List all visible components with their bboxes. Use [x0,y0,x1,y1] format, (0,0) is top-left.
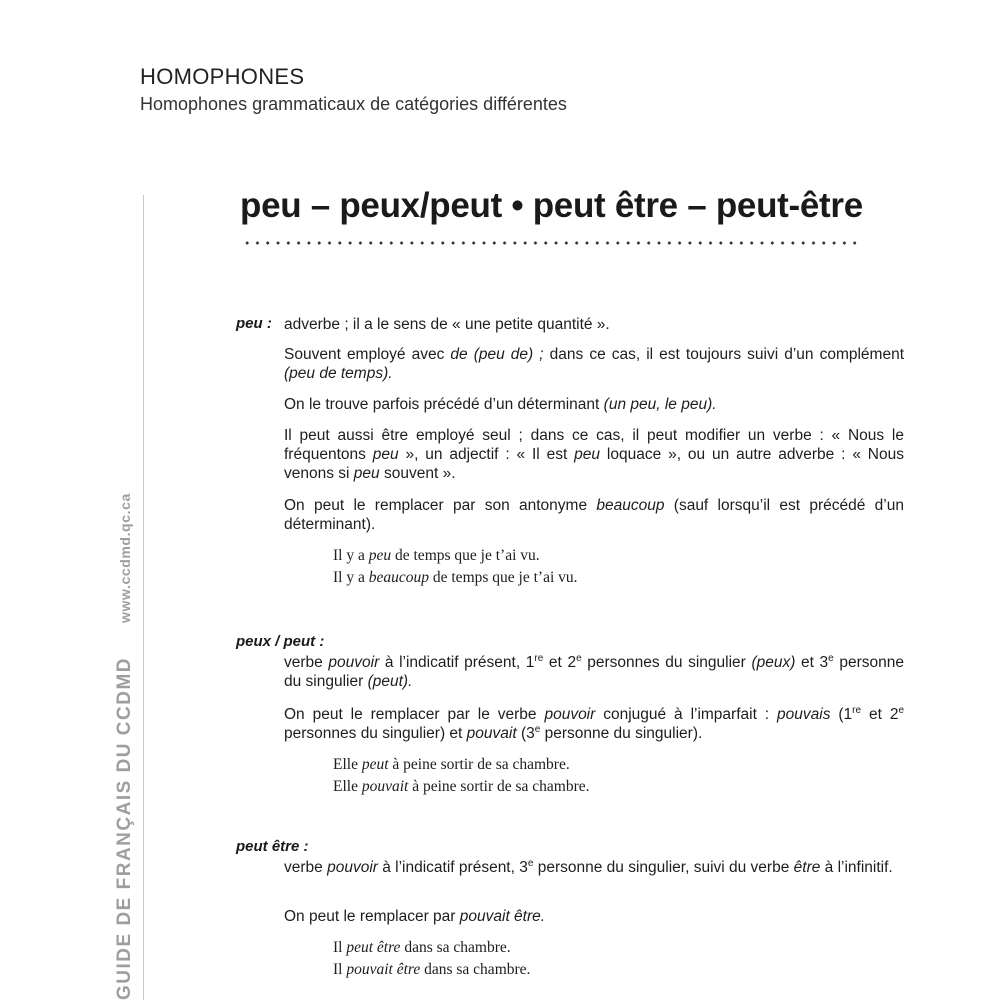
term-peut-etre: peut être : [236,838,309,855]
peu-determinant: On le trouve parfois précédé d’un déterminant (un peu, le peu). [284,396,717,413]
side-banner-title: GUIDE DE FRANÇAIS DU CCDMD [114,657,135,1000]
peu-seul: Il peut aussi être employé seul ; dans ce cas, il peut modifier un verbe : « Nous le fréquentons peu », un adjectif : « Il est peu loquace », ou un autre adverbe : « Nous venons si peu souvent ». [284,427,904,482]
peux-remplacement: On peut le remplacer par le verbe pouvoir conjugué à l’imparfait : pouvais (1re et 2e personnes du singulier) et pouvait (3e personne du singulier). [284,705,905,742]
peutetre-examples [333,937,530,981]
peu-usage-de: Souvent employé avec de (peu de) ; dans ce cas, il est toujours suivi d’un complément (peu de temps). [284,346,904,382]
example-line: Il peut être dans sa chambre. [333,939,511,956]
peu-remplacement: On peut le remplacer par son antonyme beaucoup (sauf lorsqu’il est précédé d’un déterminant). [284,497,904,533]
example-line: Il pouvait être dans sa chambre. [333,961,531,978]
peu-definition: adverbe ; il a le sens de « une petite quantité ». [284,316,610,333]
title-dotted-rule [242,240,858,246]
side-rule [143,195,144,1000]
peux-definition: verbe pouvoir à l’indicatif présent, 1re et 2e personnes du singulier (peux) et 3e personne du singulier (peut). [284,653,904,690]
peu-examples [333,545,578,589]
term-peu: peu : [236,315,272,332]
peutetre-remplacement: On peut le remplacer par pouvait être. [284,908,546,925]
peux-examples [333,754,590,798]
example-line: Il y a beaucoup de temps que je t’ai vu. [333,569,578,586]
header-subtitle: Homophones grammaticaux de catégories différentes [140,94,567,114]
header-title: HOMOPHONES [140,64,305,89]
side-banner [114,493,136,1000]
term-peux-peut: peux / peut : [236,633,325,650]
page-title: peu – peux/peut • peut être – peut-être [240,186,863,225]
example-line: Il y a peu de temps que je t’ai vu. [333,547,540,564]
side-banner-url: www.ccdmd.qc.ca [117,493,133,623]
example-line: Elle pouvait à peine sortir de sa chambre. [333,778,590,795]
peutetre-definition: verbe pouvoir à l’indicatif présent, 3e personne du singulier, suivi du verbe être à l’infinitif. [284,858,893,876]
example-line: Elle peut à peine sortir de sa chambre. [333,756,570,773]
